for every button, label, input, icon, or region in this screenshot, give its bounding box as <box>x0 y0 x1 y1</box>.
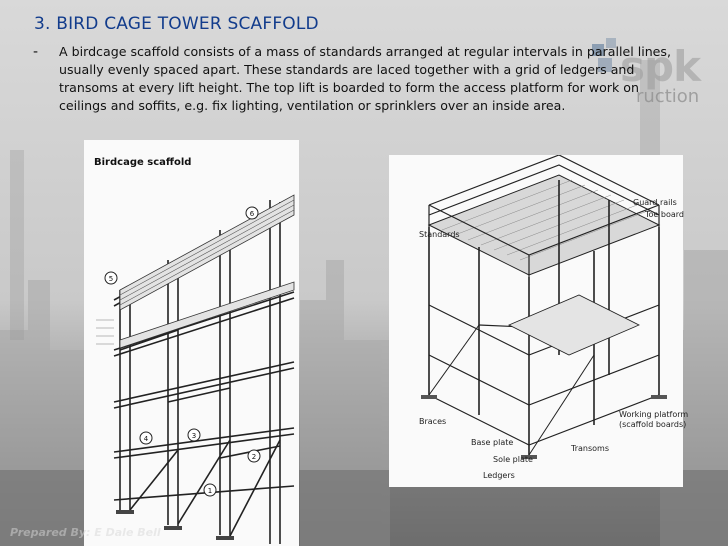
birdcage-scaffold-figure <box>84 140 299 546</box>
slide-title: 3. BIRD CAGE TOWER SCAFFOLD <box>34 14 319 34</box>
callout-6-label: 6 <box>249 210 255 218</box>
label-standards: Standards <box>419 230 460 239</box>
label-scaffold-boards: (scaffold boards) <box>619 420 687 429</box>
label-toe-board: Toe board <box>645 210 684 219</box>
label-ledgers: Ledgers <box>483 471 515 480</box>
label-working-platform: Working platform <box>619 410 689 419</box>
callout-1-label: 1 <box>207 487 213 495</box>
callout-3-label: 3 <box>191 432 197 440</box>
label-braces: Braces <box>419 417 447 426</box>
callout-4-label: 4 <box>143 435 149 443</box>
label-guard-rails: Guard rails <box>633 198 677 207</box>
bullet-marker: - <box>33 44 39 60</box>
label-base-plate: Base plate <box>471 438 514 447</box>
label-transoms: Transoms <box>571 444 609 453</box>
logo-text: spk <box>620 42 700 91</box>
figure-left-title: Birdcage scaffold <box>94 157 192 168</box>
slide-paragraph: A birdcage scaffold consists of a mass of standards arranged at regular intervals in parallel lines, usually evenly spaced apart. These standards are laced together with a grid of ledgers and transoms at every lift height. The top lift is boarded to form the access platform for work on ceilings and soffits, e.g. fix lighting, ventilation or sprinklers over an inside area. <box>59 44 671 113</box>
birdcage-isometric-figure <box>389 155 689 487</box>
callout-2-label: 2 <box>251 453 257 461</box>
label-sole-plate: Sole plate <box>493 455 533 464</box>
footer-credit: Prepared By: E Dale Bell <box>10 526 161 539</box>
birdcage-scaffold-drawing <box>84 140 299 546</box>
callout-5-label: 5 <box>108 275 114 283</box>
logo-subtext: ruction <box>636 86 700 107</box>
